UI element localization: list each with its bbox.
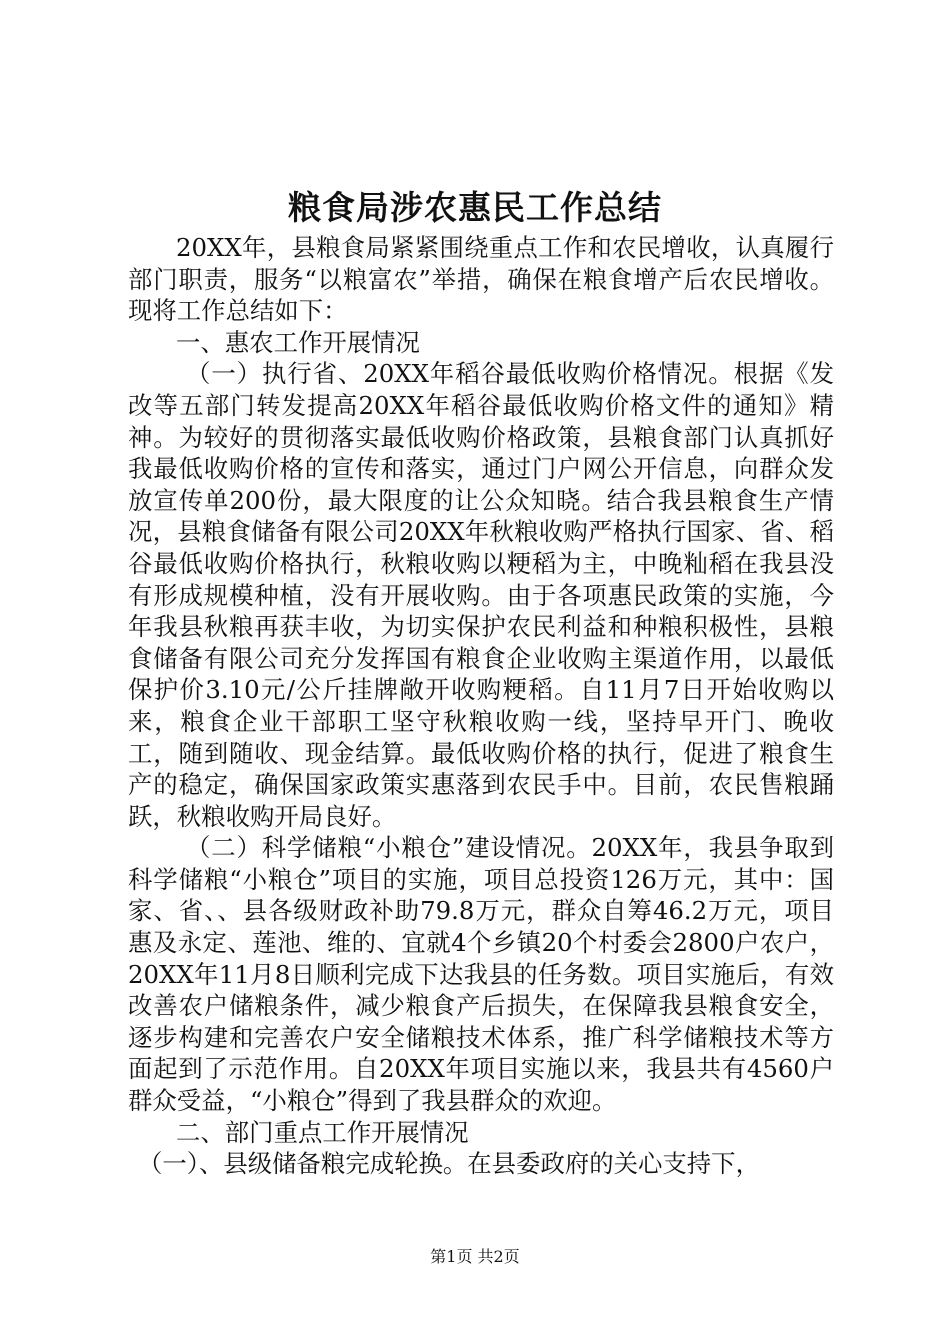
subsection-paragraph-2-1: （一）、县级储备粮完成轮换。在县委政府的关心支持下， <box>138 1149 760 1179</box>
subsection-paragraph-1-1: （一）执行省、20XX年稻谷最低收购价格情况。根据《发改等五部门转发提高20XX年稻谷最低收购价格文件的通知》精神。为较好的贯彻落实最低收购价格政策，县粮食部门认真抓好我最低收购价格的宣传和落实，通过门户网公开信息，向群众发放宣传单200份，最大限度的让公众知晓。结合我县粮食生产情况，县粮食储备有限公司20XX年秋粮收购严格执行国家、省、稻谷最低收购价格执行，秋粮收购以粳稻为主，中晚籼稻在我县没有形成规模种植，没有开展收购。由于各项惠民政策的实施，今年我县秋粮再获丰收，为切实保护农民利益和种粮积极性，县粮食储备有限公司充分发挥国有粮食企业收购主渠道作用，以最低保护价3.10元/公斤挂牌敞开收购粳稻。自11月7日开始收购以来，粮食企业干部职工坚守秋粮收购一线，坚持早开门、晚收工，随到随收、现金结算。最低收购价格的执行，促进了粮食生产的稳定，确保国家政策实惠落到农民手中。目前，农民售粮踊跃，秋粮收购开局良好。 <box>128 359 834 831</box>
document-body <box>128 232 834 1180</box>
intro-paragraph: 20XX年，县粮食局紧紧围绕重点工作和农民增收，认真履行部门职责，服务“以粮富农”举措，确保在粮食增产后农民增收。现将工作总结如下： <box>128 233 834 326</box>
document-title: 粮食局涉农惠民工作总结 <box>288 188 662 227</box>
page-footer: 第1页 共2页 <box>430 1247 520 1266</box>
subsection-paragraph-1-2: （二）科学储粮“小粮仓”建设情况。20XX年，我县争取到科学储粮“小粮仓”项目的实施，项目总投资126万元，其中：国家、省、、县各级财政补助79.8万元，群众自筹46.2万元，项目惠及永定、莲池、维的、宜就4个乡镇20个村委会2800户农户，20XX年11月8日顺利完成下达我县的任务数。项目实施后，有效改善农户储粮条件，减少粮食产后损失，在保障我县粮食安全，逐步构建和完善农户安全储粮技术体系，推广科学储粮技术等方面起到了示范作用。自20XX年项目实施以来，我县共有4560户群众受益，“小粮仓”得到了我县群众的欢迎。 <box>128 833 834 1116</box>
section-heading-1: 一、惠农工作开展情况 <box>176 327 420 357</box>
section-heading-2: 二、部门重点工作开展情况 <box>176 1117 469 1147</box>
